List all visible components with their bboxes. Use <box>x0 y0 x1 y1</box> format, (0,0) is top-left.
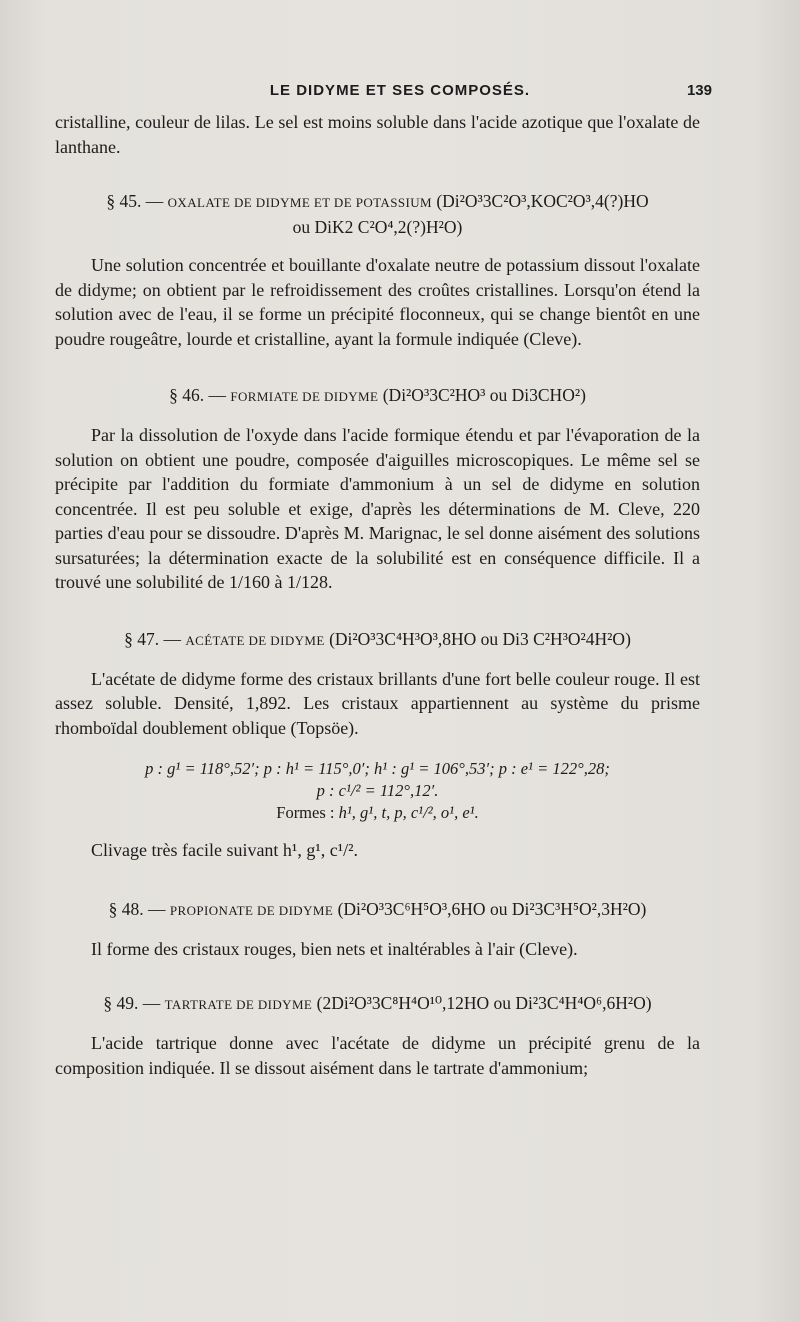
section-48-heading <box>55 897 700 923</box>
section-49-title: TARTRATE DE DIDYME <box>164 997 313 1012</box>
crystal-angles-line-2: p : c¹/² = 112°,12′. <box>316 781 439 800</box>
section-45-paragraph: Une solution concentrée et bouillante d'oxalate neutre de potassium dissout l'oxalate de didyme; on obtient par le refroidissement des croûtes cristallines. Lorsqu'on étend la solution avec de l'eau, il se forme un précipité floconneux, qui se change bientôt en une poudre rougeâtre, lourde et cristalline, ayant la formule indiquée (Cleve). <box>55 255 700 349</box>
section-49-heading <box>55 991 700 1017</box>
page-header <box>0 82 800 106</box>
page-body <box>55 110 700 1080</box>
section-48-formula: (Di²O³3C⁶H⁵O³,6HO ou Di²3C³H⁵O²,3H²O) <box>337 898 647 919</box>
cleavage-line: Clivage très facile suivant h¹, g¹, c¹/². <box>91 840 359 860</box>
section-47-paragraph: L'acétate de didyme forme des cristaux brillants d'une fort belle couleur rouge. Il est assez soluble. Densité, 1,892. Les cristaux appartiennent au système du prisme rhomboïdal doublement oblique (Topsöe). <box>55 668 700 738</box>
section-48-paragraph: Il forme des cristaux rouges, bien nets et inaltérables à l'air (Cleve). <box>91 938 578 959</box>
crystal-forms <box>55 802 700 824</box>
section-47-formula: (Di²O³3C⁴H³O³,8HO ou Di3 C²H³O²4H²O) <box>329 628 631 649</box>
section-48-title: PROPIONATE DE DIDYME <box>169 902 334 918</box>
section-47-heading <box>55 627 700 653</box>
section-45-title: OXALATE DE DIDYME ET DE POTASSIUM <box>167 195 432 210</box>
section-45-number: § 45. — <box>106 191 164 211</box>
section-46-formula: (Di²O³3C²HO³ ou Di3CHO²) <box>382 385 586 405</box>
section-47-number: § 47. — <box>124 628 181 649</box>
crystal-angles-line-1: p : g¹ = 118°,52′; p : h¹ = 115°,0′; h¹ : g¹ = 106°,53′; p : e¹ = 122°,28; <box>145 759 610 778</box>
section-47-title: ACÉTATE DE DIDYME <box>185 632 325 648</box>
section-46-paragraph: Par la dissolution de l'oxyde dans l'acide formique étendu et par l'évaporation de la solution on obtient une poudre, composée d'aiguilles microscopiques. Le même sel se précipite par l'addition du formiate d'ammonium à un sel de didyme en solution concentrée. Il est peu soluble et exige, d'après les déterminations de M. Cleve, 220 parties d'eau pour se dissoudre. D'après M. Marignac, le sel donne aisément des solutions sursaturées; la détermination exacte de la solubilité est en conséquence difficile. Il a trouvé une solubilité de 1/160 à 1/128. <box>55 425 700 592</box>
intro-paragraph: cristalline, couleur de lilas. Le sel est moins soluble dans l'acide azotique que l'oxalate de lanthane. <box>55 112 700 157</box>
section-45-formula: (Di²O³3C²O³,KOC²O³,4(?)HO <box>436 191 649 211</box>
crystal-angles <box>55 758 700 824</box>
crystal-forms-label: Formes : <box>276 803 335 822</box>
section-49-number: § 49. — <box>103 993 161 1013</box>
section-49-formula: (2Di²O³3C⁸H⁴O¹⁰,12HO ou Di²3C⁴H⁴O⁶,6H²O) <box>316 993 652 1013</box>
page-number: 139 <box>686 82 712 99</box>
section-49-paragraph: L'acide tartrique donne avec l'acétate de didyme un précipité grenu de la composition indiquée. Il se dissout aisément dans le tartrate d'ammonium; <box>55 1033 700 1078</box>
section-46-number: § 46. — <box>169 385 226 405</box>
section-46-title: FORMIATE DE DIDYME <box>230 389 379 404</box>
running-title: LE DIDYME ET SES COMPOSÉS. <box>269 82 531 99</box>
section-45-formula-alt: ou DiK2 C²O⁴,2(?)H²O) <box>292 217 463 237</box>
crystal-forms-value: h¹, g¹, t, p, c¹/², o¹, e¹. <box>338 803 479 822</box>
section-46-heading <box>55 383 700 409</box>
section-45-heading <box>55 189 700 239</box>
section-48-number: § 48. — <box>108 898 166 919</box>
